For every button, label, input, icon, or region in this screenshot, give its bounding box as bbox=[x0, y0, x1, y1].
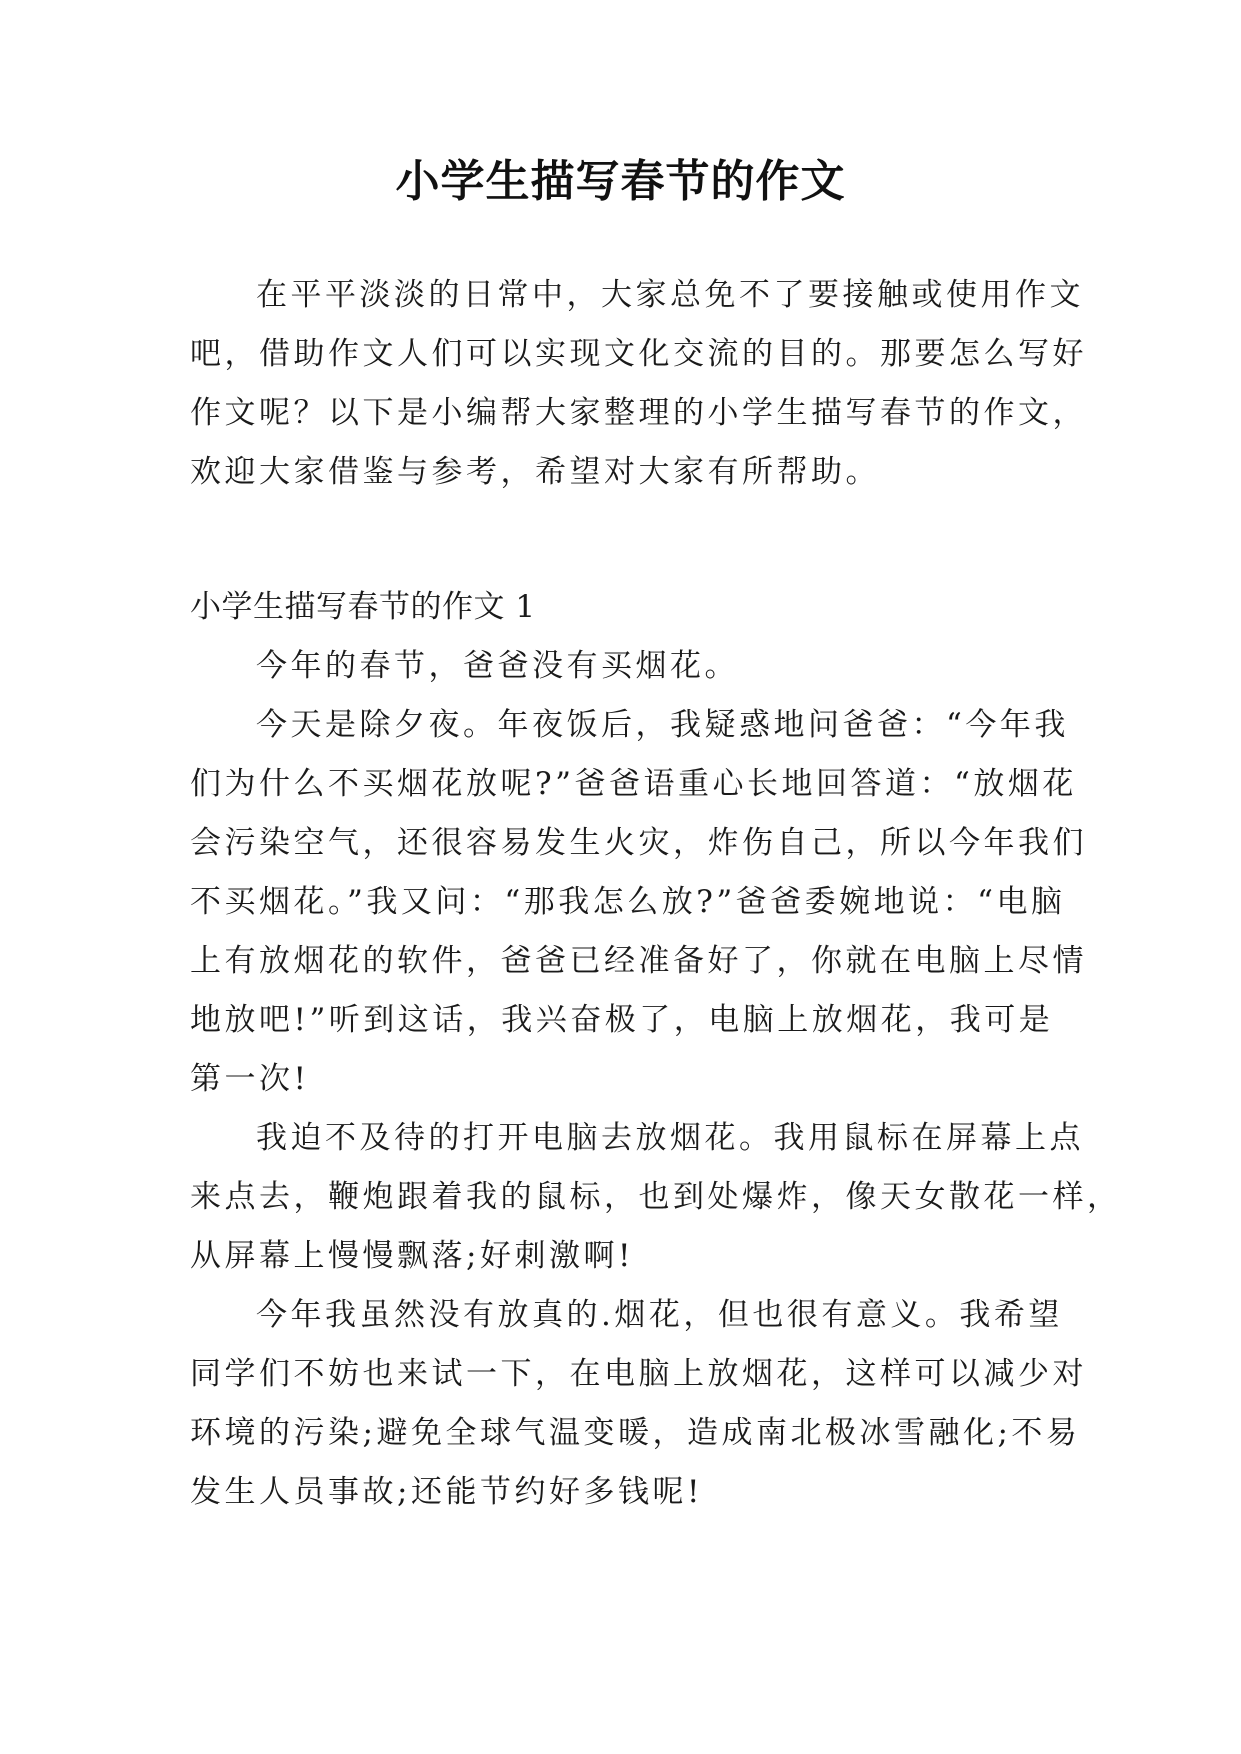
section-heading: 小学生描写春节的作文 1 bbox=[190, 589, 536, 625]
intro-paragraph bbox=[190, 266, 1087, 502]
paragraph-4 bbox=[190, 1286, 1087, 1522]
intro-line: 欢迎大家借鉴与参考，希望对大家有所帮助。 bbox=[190, 454, 880, 490]
paragraph-line: 来点去，鞭炮跟着我的鼠标，也到处爆炸，像天女散花一样， bbox=[190, 1179, 1122, 1215]
paragraph-line: 我迫不及待的打开电脑去放烟花。我用鼠标在屏幕上点 bbox=[256, 1120, 1084, 1156]
intro-line: 在平平淡淡的日常中，大家总免不了要接触或使用作文 bbox=[256, 277, 1084, 313]
paragraph-line: 上有放烟花的软件，爸爸已经准备好了，你就在电脑上尽情 bbox=[190, 943, 1087, 979]
paragraph-line: 今年的春节，爸爸没有买烟花。 bbox=[256, 648, 739, 684]
paragraph-1 bbox=[190, 637, 1050, 696]
paragraph-line: 发生人员事故;还能节约好多钱呢! bbox=[190, 1474, 703, 1510]
intro-line: 吧，借助作文人们可以实现文化交流的目的。那要怎么写好 bbox=[190, 336, 1087, 372]
paragraph-line: 环境的污染;避免全球气温变暖，造成南北极冰雪融化;不易 bbox=[190, 1415, 1081, 1451]
paragraph-line: 从屏幕上慢慢飘落;好刺激啊! bbox=[190, 1238, 634, 1274]
paragraph-2 bbox=[190, 696, 1087, 1109]
paragraph-line: 们为什么不买烟花放呢?”爸爸语重心长地回答道：“放烟花 bbox=[190, 766, 1077, 802]
paragraph-line: 第一次! bbox=[190, 1061, 310, 1097]
document-title: 小学生描写春节的作文 bbox=[395, 156, 846, 207]
paragraph-line: 今年我虽然没有放真的.烟花，但也很有意义。我希望 bbox=[256, 1297, 1063, 1333]
paragraph-line: 会污染空气，还很容易发生火灾，炸伤自己，所以今年我们 bbox=[190, 825, 1087, 861]
paragraph-line: 不买烟花。”我又问：“那我怎么放?”爸爸委婉地说：“电脑 bbox=[190, 884, 1066, 920]
paragraph-line: 今天是除夕夜。年夜饭后，我疑惑地问爸爸：“今年我 bbox=[256, 707, 1069, 743]
paragraph-line: 同学们不妨也来试一下，在电脑上放烟花，这样可以减少对 bbox=[190, 1356, 1087, 1392]
intro-line: 作文呢？以下是小编帮大家整理的小学生描写春节的作文， bbox=[190, 395, 1087, 431]
paragraph-3 bbox=[190, 1109, 1122, 1286]
paragraph-line: 地放吧!”听到这话，我兴奋极了，电脑上放烟花，我可是 bbox=[190, 1002, 1054, 1038]
